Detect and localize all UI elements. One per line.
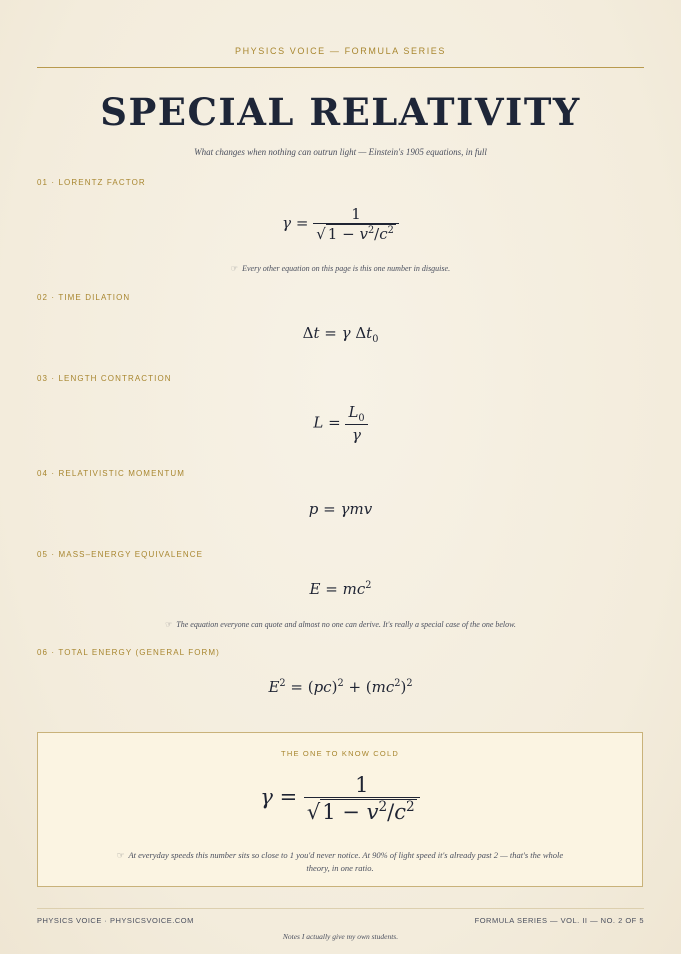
header-divider <box>37 67 644 68</box>
footer-issue: FORMULA SERIES — VOL. II — NO. 2 OF 5 <box>474 916 644 925</box>
equation-total-energy: $E^2 = (pc)^2 + (mc^2)^2$ <box>268 678 413 696</box>
page-subtitle: What changes when nothing can outrun light — Einstein's 1905 equations, in full <box>194 147 487 157</box>
callout-equation-lorentz: γ = $\frac{1}{√1 - v^2/c^2}$ <box>38 773 642 824</box>
footer-site: PHYSICS VOICE · PHYSICSVOICE.COM <box>37 916 194 925</box>
equation-lorentz-factor: γ = $\frac{1}{√ 1 - v^2/c^2}$ <box>0 205 681 243</box>
pointing-hand-icon: ☞ <box>230 264 239 273</box>
section-label-length-contraction: 03 · LENGTH CONTRACTION <box>37 374 172 383</box>
key-equation-callout <box>37 732 643 887</box>
section-label-momentum: 04 · RELATIVISTIC MOMENTUM <box>37 469 186 478</box>
equation-mass-energy: $E = mc^2$ <box>309 580 372 598</box>
pointing-hand-icon: ☞ <box>165 620 173 629</box>
section-label-mass-energy: 05 · MASS–ENERGY EQUIVALENCE <box>37 550 204 559</box>
callout-note: ☞ At everyday speeds this number sits so close to 1 you'd never notice. At 90% of light speed it's already past 2 — that's the whole theory, in one ratio. <box>116 850 564 873</box>
series-header: PHYSICS VOICE — FORMULA SERIES <box>234 46 447 56</box>
equation-time-dilation: Δt = γ $\Delta t_0$ <box>302 324 379 345</box>
section-label-time-dilation: 02 · TIME DILATION <box>37 293 131 302</box>
equation-momentum: p = γmv <box>308 500 373 518</box>
page-title: SPECIAL RELATIVITY <box>100 90 581 134</box>
section-label-lorentz: 01 · LORENTZ FACTOR <box>37 178 146 187</box>
equation-length-contraction: L = $\frac{L_0}{\gamma}$ <box>0 403 681 444</box>
note-mass-energy: ☞ The equation everyone can quote and almost no one can derive. It's really a special case of the one below. <box>165 620 516 629</box>
section-label-total-energy: 06 · TOTAL ENERGY (GENERAL FORM) <box>37 648 220 657</box>
callout-label: THE ONE TO KNOW COLD <box>281 749 399 758</box>
footer-divider <box>37 908 644 909</box>
footer-note: Notes I actually give my own students. <box>282 932 399 941</box>
note-lorentz: ☞ Every other equation on this page is this one number in disguise. <box>230 264 451 273</box>
pointing-hand-icon: ☞ <box>116 850 125 860</box>
